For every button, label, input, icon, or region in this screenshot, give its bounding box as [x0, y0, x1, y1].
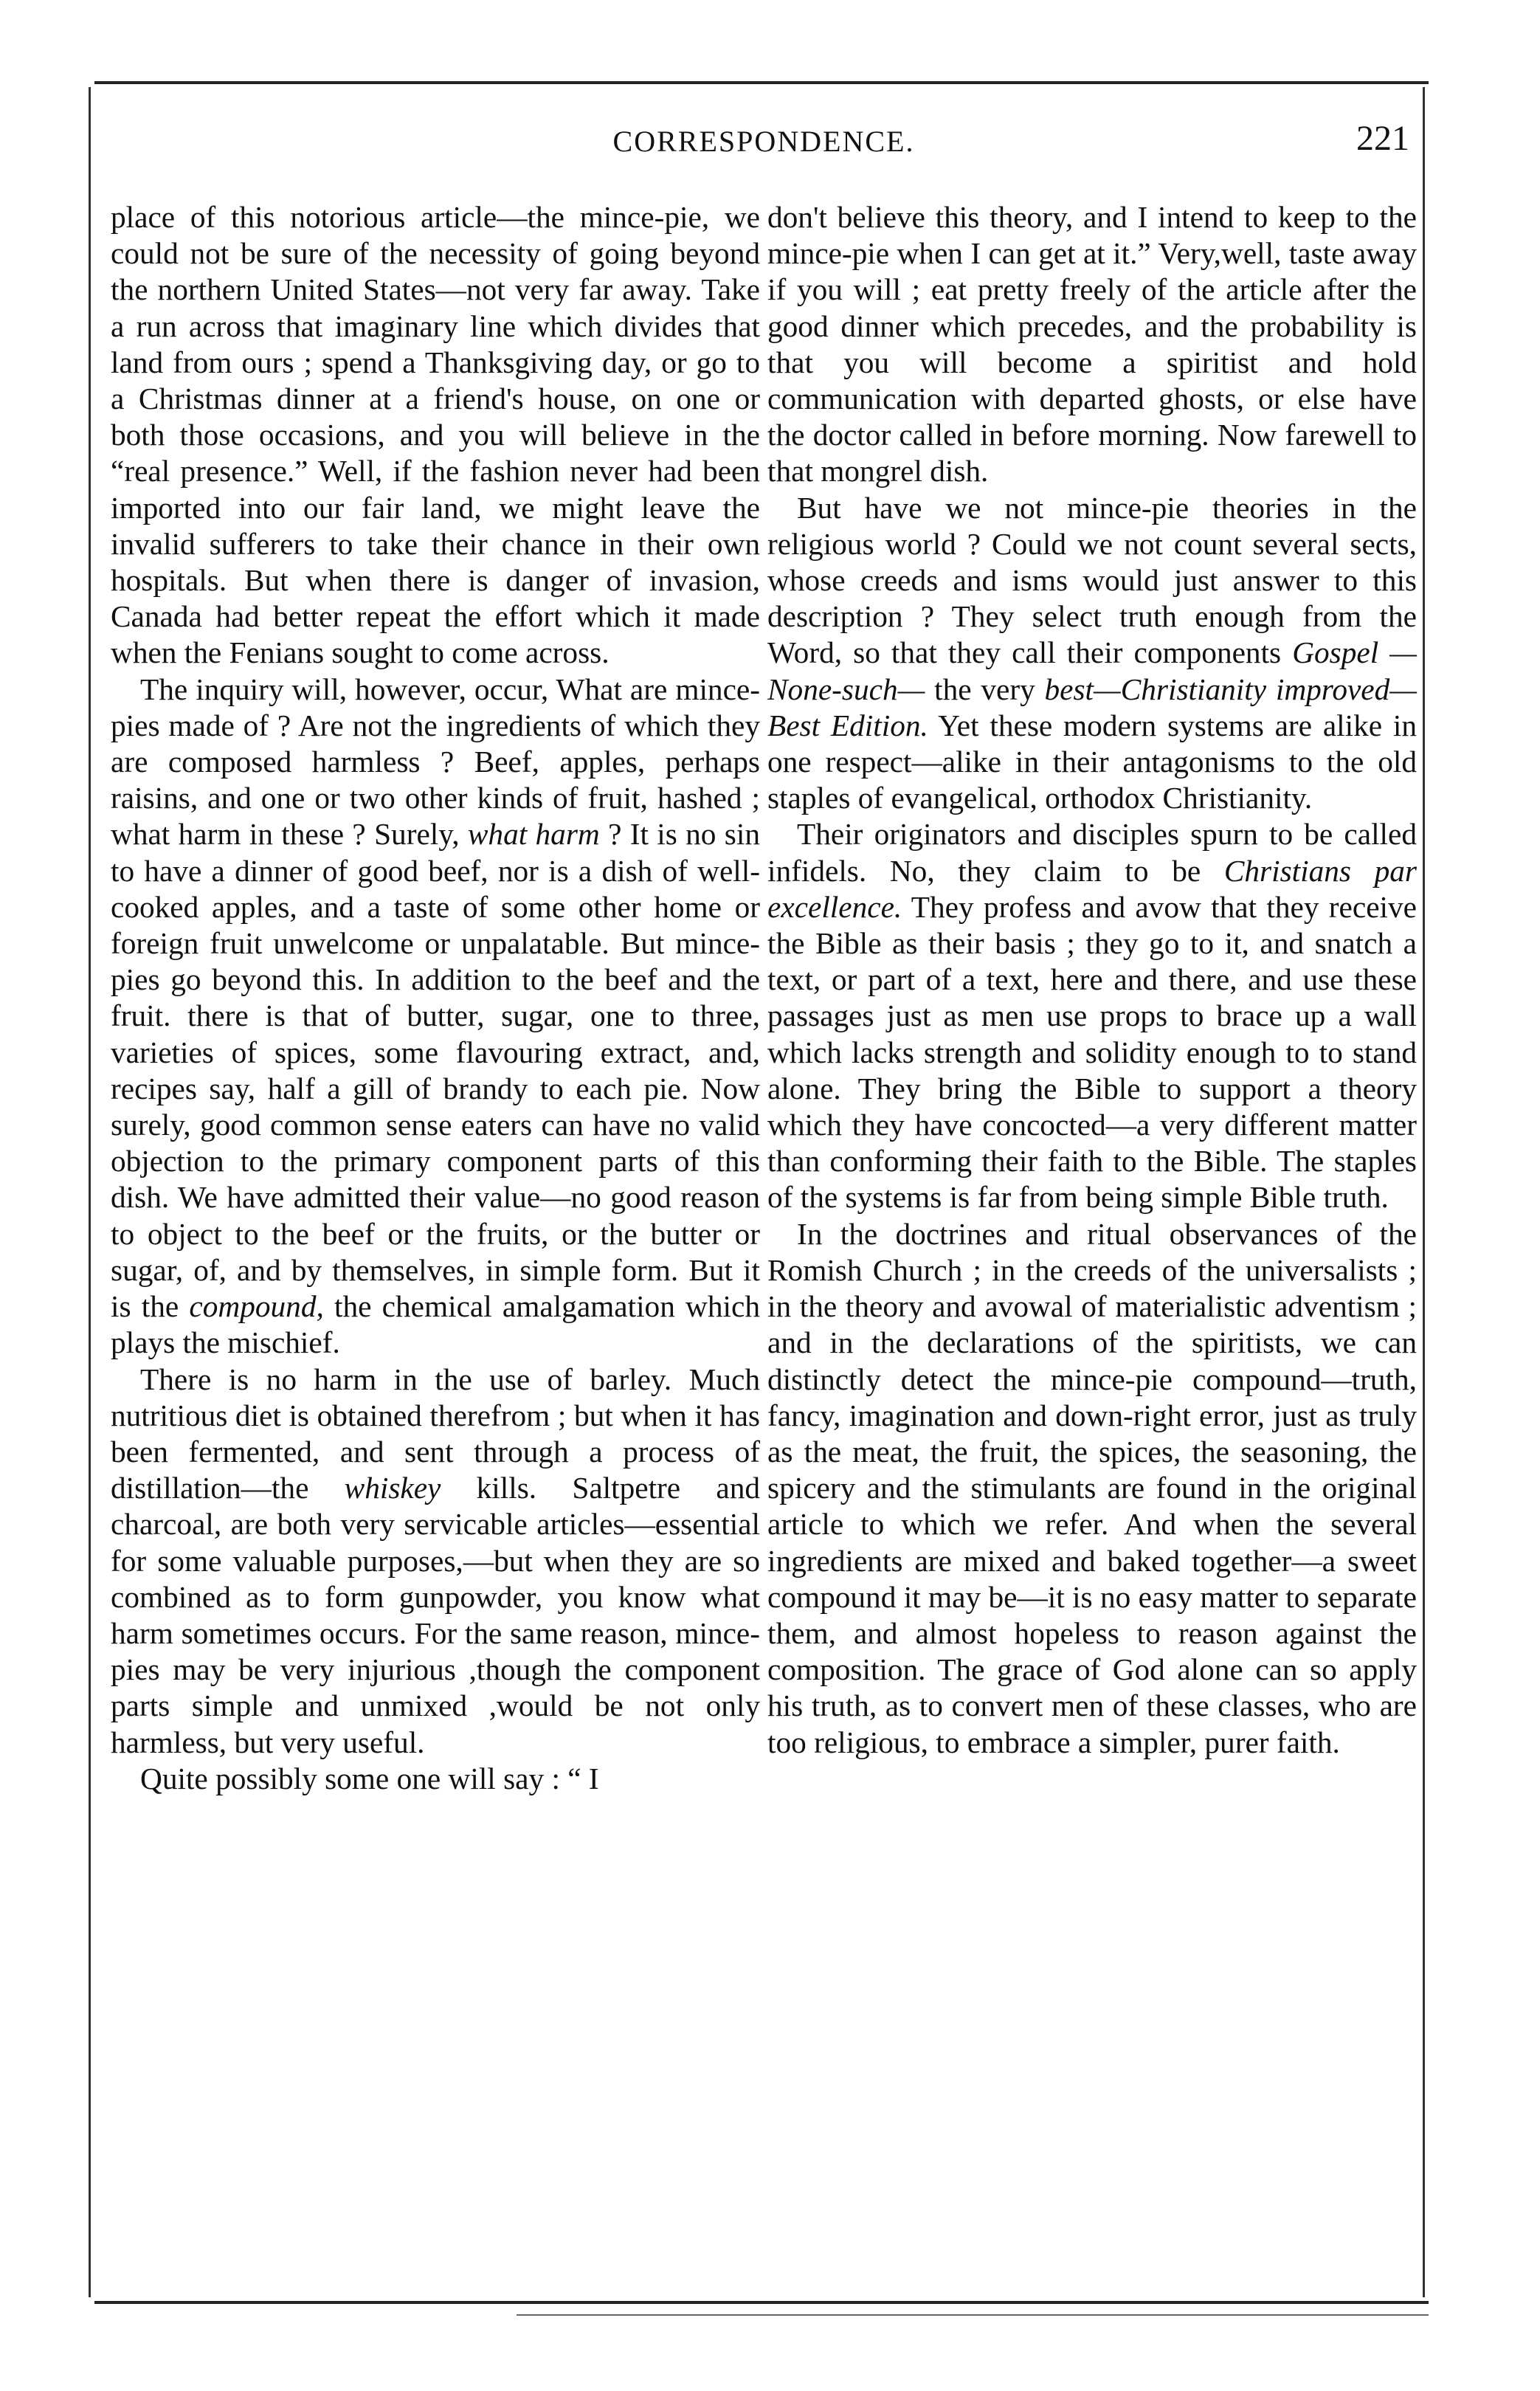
page-number: 221 [1356, 119, 1409, 158]
top-rule [94, 81, 1429, 84]
left-p3-text-b: kills. Saltpetre and charcoal, are both very servicable articles—essential for some valuable purposes,—but when they are so combined as to form gunpowder, you know what harm sometimes occurs. For the same reason, mince-pies may be very injurious ,though the component parts simple and unmixed ,would be not only harmless, but very useful. [111, 1471, 760, 1759]
left-border-line [89, 87, 91, 2297]
right-paragraph-1 [767, 199, 1417, 490]
right-p4-text: In the doctrines and ritual observances of the Romish Church ; in the creeds of the universalists ; in the theory and avowal of materialistic adventism ; and in the declarations of the spiritists, we can distinctly detect the mince-pie compound—truth, fancy, imagination and down-right error, just as truly as the meat, the fruit, the spices, the seasoning, the spicery and the stimulants are found in the original article to which we refer. And when the several ingredients are mixed and baked together—a sweet compound it may be—it is no easy matter to separate them, and almost hopeless to reason against the composition. The grace of God alone can so apply his truth, as to convert men of these classes, who are too religious, to embrace a simpler, purer faith. [767, 1216, 1417, 1759]
right-p2-italic-1: Gospel — None-such— [767, 635, 1417, 706]
left-p1-text: place of this notorious article—the mince-pie, we could not be sure of the necessity of going beyond the northern United States—not very far away. Take a run across that imaginary line which divides that land from ours ; spend a Thanksgiving day, or go to a Christmas dinner at a friend's house, on one or both those occasions, and you will believe in the “real presence.” Well, if the fashion never had been imported into our fair land, we might leave the invalid sufferers to take their chance in their own hospitals. But when there is danger of invasion, Canada had better repeat the effort which it made when the Fenians sought to come across. [111, 200, 760, 670]
left-p4-text: Quite possibly some one will say : “ I [140, 1761, 599, 1795]
right-paragraph-3 [767, 816, 1417, 1215]
left-p2-text-b: ? It is no sin to have a dinner of good beef, nor is a dish of well-cooked apples, and a taste of some other home or foreign fruit unwelcome or unpalatable. But mince-pies go beyond this. In addition to the beef and the fruit. there is that of butter, sugar, one to three, varieties of spices, some flavouring extract, and, recipes say, half a gill of brandy to each pie. Now surely, good common sense eaters can have no valid objection to the primary component parts of this dish. We have admitted their value—no good reason to object to the beef or the fruits, or the butter or sugar, of, and by themselves, in simple form. But it is the [111, 817, 760, 1324]
right-column [767, 199, 1417, 1761]
page-header [103, 118, 1424, 165]
left-paragraph-2 [111, 672, 760, 1362]
left-paragraph-4 [111, 1761, 760, 1797]
right-paragraph-2 [767, 490, 1417, 817]
left-paragraph-1 [111, 199, 760, 672]
left-column [111, 199, 760, 1797]
right-paragraph-4 [767, 1216, 1417, 1761]
left-paragraph-3 [111, 1362, 760, 1761]
left-p3-italic: whiskey [344, 1471, 441, 1505]
bottom-rule-secondary [517, 2314, 1429, 2316]
running-head: CORRESPONDENCE. [612, 125, 915, 158]
right-p1-text: don't believe this theory, and I intend to keep to the mince-pie when I can get at it.” Very,well, taste away if you will ; eat pretty freely of the article after the good dinner which precedes, and the probability is that you will become a spiritist and hold communication with departed ghosts, or else have the doctor called in before morning. Now farewell to that mongrel dish. [767, 200, 1417, 489]
left-p2-italic-2: compound, [189, 1289, 324, 1324]
left-p2-text-c: the chemical amalgamation which plays the mischief. [111, 1289, 760, 1360]
right-p2-italic-2: best—Christianity improved—Best Edition. [767, 672, 1418, 742]
left-p2-text-a: The inquiry will, however, occur, What are mince-pies made of ? Are not the ingredients of which they are composed harmless ? Beef, apples, perhaps raisins, and one or two other kinds of fruit, hashed ; what harm in these ? Surely, [111, 672, 760, 852]
left-p2-italic-1: what harm [467, 817, 600, 852]
left-p3-text-a: There is no harm in the use of barley. Much nutritious diet is obtained therefrom ; but when it has been fermented, and sent through a process of distillation—the [111, 1362, 760, 1505]
bottom-rule [94, 2301, 1429, 2304]
right-p3-italic: Christians par excellence. [767, 853, 1417, 924]
right-p2-text-b: the very [934, 672, 1045, 706]
right-p3-text-a: Their originators and disciples spurn to be called infidels. No, they claim to be [767, 817, 1417, 888]
right-p2-text-c: Yet these modern systems are alike in one respect—alike in their antagonisms to the old staples of evangelical, orthodox Christianity. [767, 708, 1417, 815]
right-border-line [1423, 87, 1425, 2297]
right-p2-text-a: But have we not mince-pie theories in the religious world ? Could we not count several sects, whose creeds and isms would just answer to this description ? They select truth enough from the Word, so that they call their components [767, 490, 1417, 670]
right-p3-text-b: They profess and avow that they receive the Bible as their basis ; they go to it, and snatch a text, or part of a text, here and there, and use these passages just as men use props to brace up a wall which lacks strength and solidity enough to to stand alone. They bring the Bible to support a theory which they have concocted—a very different matter than conforming their faith to the Bible. The staples of the systems is far from being simple Bible truth. [767, 889, 1417, 1215]
